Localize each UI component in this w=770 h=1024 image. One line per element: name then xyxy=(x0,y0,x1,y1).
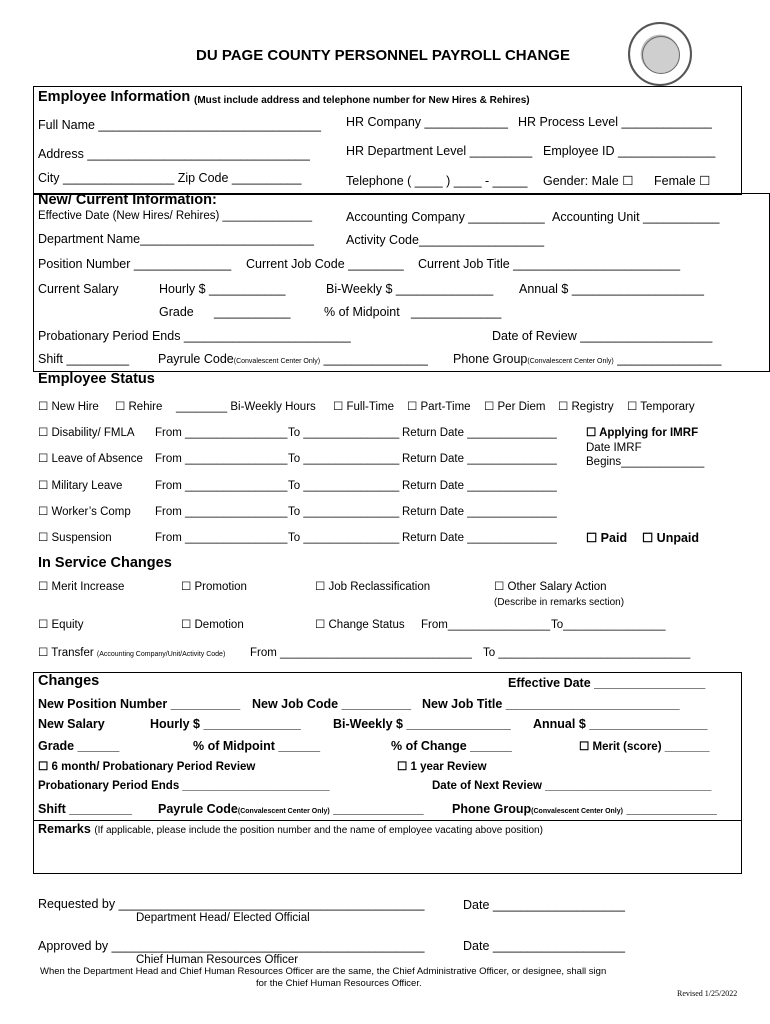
next-review-field[interactable]: Date of Next Review __________________________ xyxy=(432,780,712,792)
percent-change-field[interactable]: % of Change ______ xyxy=(391,739,512,753)
equity-checkbox[interactable]: ☐ Equity xyxy=(38,619,84,631)
transfer-checkbox[interactable]: ☐ Transfer (Accounting Company/Unit/Activity Code) xyxy=(38,647,226,659)
per-diem-checkbox[interactable]: ☐ Per Diem xyxy=(484,401,546,413)
imrf-date-label: Date IMRF xyxy=(586,442,642,454)
temporary-checkbox[interactable]: ☐ Temporary xyxy=(627,401,695,413)
paid-checkbox[interactable]: ☐ Paid xyxy=(586,531,628,545)
job-reclassification-checkbox[interactable]: ☐ Job Reclassification xyxy=(315,581,431,593)
employee-status-heading: Employee Status xyxy=(38,371,155,387)
other-salary-action-checkbox[interactable]: ☐ Other Salary Action xyxy=(494,581,607,593)
disability-return-field[interactable]: Return Date ______________ xyxy=(402,427,557,439)
other-salary-note: (Describe in remarks section) xyxy=(494,597,625,608)
new-probationary-field[interactable]: Probationary Period Ends _______________________ xyxy=(38,780,330,792)
position-number-field[interactable]: Position Number ______________ xyxy=(38,257,232,271)
new-grade-field[interactable]: Grade ______ xyxy=(38,739,120,753)
registry-checkbox[interactable]: ☐ Registry xyxy=(558,401,614,413)
applying-imrf-checkbox[interactable]: ☐ Applying for IMRF xyxy=(586,427,699,439)
hr-company-field[interactable]: HR Company ____________ xyxy=(346,115,508,129)
merit-increase-checkbox[interactable]: ☐ Merit Increase xyxy=(38,581,125,593)
department-name-field[interactable]: Department Name_________________________ xyxy=(38,232,314,246)
probationary-period-field[interactable]: Probationary Period Ends ________________________ xyxy=(38,329,351,343)
part-time-checkbox[interactable]: ☐ Part-Time xyxy=(407,401,471,413)
new-hourly-field[interactable]: Hourly $ ______________ xyxy=(150,717,301,731)
new-salary-label: New Salary xyxy=(38,717,105,731)
employee-info-note: (Must include address and telephone number for New Hires & Rehires) xyxy=(194,95,530,106)
effective-date-field[interactable]: Effective Date (New Hires/ Rehires) ______________ xyxy=(38,210,313,222)
new-job-code-field[interactable]: New Job Code __________ xyxy=(252,697,412,711)
merit-score-field[interactable]: ☐ Merit (score) _______ xyxy=(579,741,710,753)
employee-info-heading: Employee Information xyxy=(38,89,191,105)
loa-return-field[interactable]: Return Date ______________ xyxy=(402,453,557,465)
new-hire-checkbox[interactable]: ☐ New Hire xyxy=(38,401,99,413)
one-year-review-checkbox[interactable]: ☐ 1 year Review xyxy=(397,761,487,773)
requested-by-title: Department Head/ Elected Official xyxy=(136,912,310,924)
address-field[interactable]: Address ________________________________ xyxy=(38,147,310,161)
workers-from-field[interactable]: From ________________ xyxy=(155,506,288,518)
biweekly-hours-field[interactable]: ________ Bi-Weekly Hours xyxy=(176,401,316,413)
disability-to-field[interactable]: To _______________ xyxy=(288,427,400,439)
suspension-checkbox[interactable]: ☐ Suspension xyxy=(38,532,112,544)
disability-fmla-checkbox[interactable]: ☐ Disability/ FMLA xyxy=(38,427,135,439)
date-of-review-field[interactable]: Date of Review ___________________ xyxy=(492,329,713,343)
requested-by-field[interactable]: Requested by ____________________________________________ xyxy=(38,897,425,911)
suspension-to-field[interactable]: To _______________ xyxy=(288,532,400,544)
new-phone-group-field[interactable]: Phone Group(Convalescent Center Only) _____________ xyxy=(452,802,717,816)
transfer-to-field[interactable]: To ______________________________ xyxy=(483,647,691,659)
new-payrule-code-field[interactable]: Payrule Code(Convalescent Center Only) _____________ xyxy=(158,802,424,816)
current-hourly-field[interactable]: Hourly $ ___________ xyxy=(159,282,286,296)
county-seal xyxy=(628,22,692,86)
leave-of-absence-checkbox[interactable]: ☐ Leave of Absence xyxy=(38,453,143,465)
activity-code-field[interactable]: Activity Code__________________ xyxy=(346,233,545,247)
rehire-checkbox[interactable]: ☐ Rehire xyxy=(115,401,163,413)
hr-process-level-field[interactable]: HR Process Level _____________ xyxy=(518,115,712,129)
approved-by-title: Chief Human Resources Officer xyxy=(136,954,299,966)
current-grade-field[interactable]: ___________ xyxy=(214,305,291,319)
accounting-company-field[interactable]: Accounting Company ___________ xyxy=(346,210,545,224)
loa-from-field[interactable]: From ________________ xyxy=(155,453,288,465)
current-job-title-field[interactable]: Current Job Title ________________________ xyxy=(418,257,681,271)
change-status-from-field[interactable]: From________________ xyxy=(421,619,551,631)
disability-from-field[interactable]: From ________________ xyxy=(155,427,288,439)
transfer-from-field[interactable]: From ______________________________ xyxy=(250,647,472,659)
unpaid-checkbox[interactable]: ☐ Unpaid xyxy=(642,531,700,545)
approved-date-field[interactable]: Date ___________________ xyxy=(463,939,625,953)
workers-comp-checkbox[interactable]: ☐ Worker’s Comp xyxy=(38,506,131,518)
telephone-field[interactable]: Telephone ( ____ ) ____ - _____ xyxy=(346,174,528,188)
current-grade-label: Grade xyxy=(159,305,194,319)
current-job-code-field[interactable]: Current Job Code ________ xyxy=(246,257,404,271)
footnote-line-1: When the Department Head and Chief Human Resources Officer are the same, the Chief Administrative Officer, or designee, shall sign xyxy=(40,966,607,977)
current-midpoint-label: % of Midpoint xyxy=(324,305,400,319)
employee-id-field[interactable]: Employee ID ______________ xyxy=(543,144,716,158)
workers-return-field[interactable]: Return Date ______________ xyxy=(402,506,557,518)
payrule-code-label: Payrule Code(Convalescent Center Only) _______________ xyxy=(158,352,428,366)
current-salary-label: Current Salary xyxy=(38,282,119,296)
changes-heading: Changes xyxy=(38,673,100,689)
accounting-unit-field[interactable]: Accounting Unit ___________ xyxy=(552,210,720,224)
new-biweekly-field[interactable]: Bi-Weekly $ _______________ xyxy=(333,717,511,731)
demotion-checkbox[interactable]: ☐ Demotion xyxy=(181,619,244,631)
imrf-begins-field[interactable]: Begins_____________ xyxy=(586,456,705,468)
six-month-review-checkbox[interactable]: ☐ 6 month/ Probationary Period Review xyxy=(38,761,256,773)
approved-by-field[interactable]: Approved by _____________________________________________ xyxy=(38,939,425,953)
promotion-checkbox[interactable]: ☐ Promotion xyxy=(181,581,247,593)
requested-date-field[interactable]: Date ___________________ xyxy=(463,898,625,912)
suspension-return-field[interactable]: Return Date ______________ xyxy=(402,532,557,544)
gender-female-checkbox[interactable]: Female ☐ xyxy=(654,174,711,188)
form-title: DU PAGE COUNTY PERSONNEL PAYROLL CHANGE xyxy=(196,47,570,64)
city-zip-field[interactable]: City ________________ Zip Code __________ xyxy=(38,171,302,185)
new-midpoint-field[interactable]: % of Midpoint ______ xyxy=(193,739,321,753)
current-info-heading: New/ Current Information: xyxy=(38,192,217,208)
current-annual-field[interactable]: Annual $ ___________________ xyxy=(519,282,704,296)
military-to-field[interactable]: To _______________ xyxy=(288,480,400,492)
new-annual-field[interactable]: Annual $ _________________ xyxy=(533,717,708,731)
phone-group-label: Phone Group(Convalescent Center Only) _______________ xyxy=(453,352,722,366)
current-midpoint-field[interactable]: _____________ xyxy=(411,305,502,319)
hr-department-level-field[interactable]: HR Department Level _________ xyxy=(346,144,533,158)
footnote-line-2: for the Chief Human Resources Officer. xyxy=(256,978,422,989)
military-leave-checkbox[interactable]: ☐ Military Leave xyxy=(38,480,123,492)
effective-date-change-field[interactable]: Effective Date ________________ xyxy=(508,676,706,690)
full-name-field[interactable]: Full Name ________________________________ xyxy=(38,118,321,132)
military-return-field[interactable]: Return Date ______________ xyxy=(402,480,557,492)
loa-to-field[interactable]: To _______________ xyxy=(288,453,400,465)
revised-date: Revised 1/25/2022 xyxy=(677,989,738,998)
change-status-to-field[interactable]: To________________ xyxy=(551,619,666,631)
change-status-checkbox[interactable]: ☐ Change Status xyxy=(315,619,405,631)
full-time-checkbox[interactable]: ☐ Full-Time xyxy=(333,401,394,413)
workers-to-field[interactable]: To _______________ xyxy=(288,506,400,518)
new-position-number-field[interactable]: New Position Number __________ xyxy=(38,697,241,711)
new-job-title-field[interactable]: New Job Title _________________________ xyxy=(422,697,680,711)
remarks-field[interactable]: Remarks (If applicable, please include the position number and the name of employee vacating above position) xyxy=(38,822,543,836)
in-service-heading: In Service Changes xyxy=(38,555,172,571)
gender-male-checkbox[interactable]: Gender: Male ☐ xyxy=(543,174,634,188)
military-from-field[interactable]: From ________________ xyxy=(155,480,288,492)
current-biweekly-field[interactable]: Bi-Weekly $ ______________ xyxy=(326,282,494,296)
remarks-divider xyxy=(33,820,741,821)
new-shift-field[interactable]: Shift _________ xyxy=(38,802,132,816)
suspension-from-field[interactable]: From ________________ xyxy=(155,532,288,544)
shift-field[interactable]: Shift _________ xyxy=(38,352,130,366)
